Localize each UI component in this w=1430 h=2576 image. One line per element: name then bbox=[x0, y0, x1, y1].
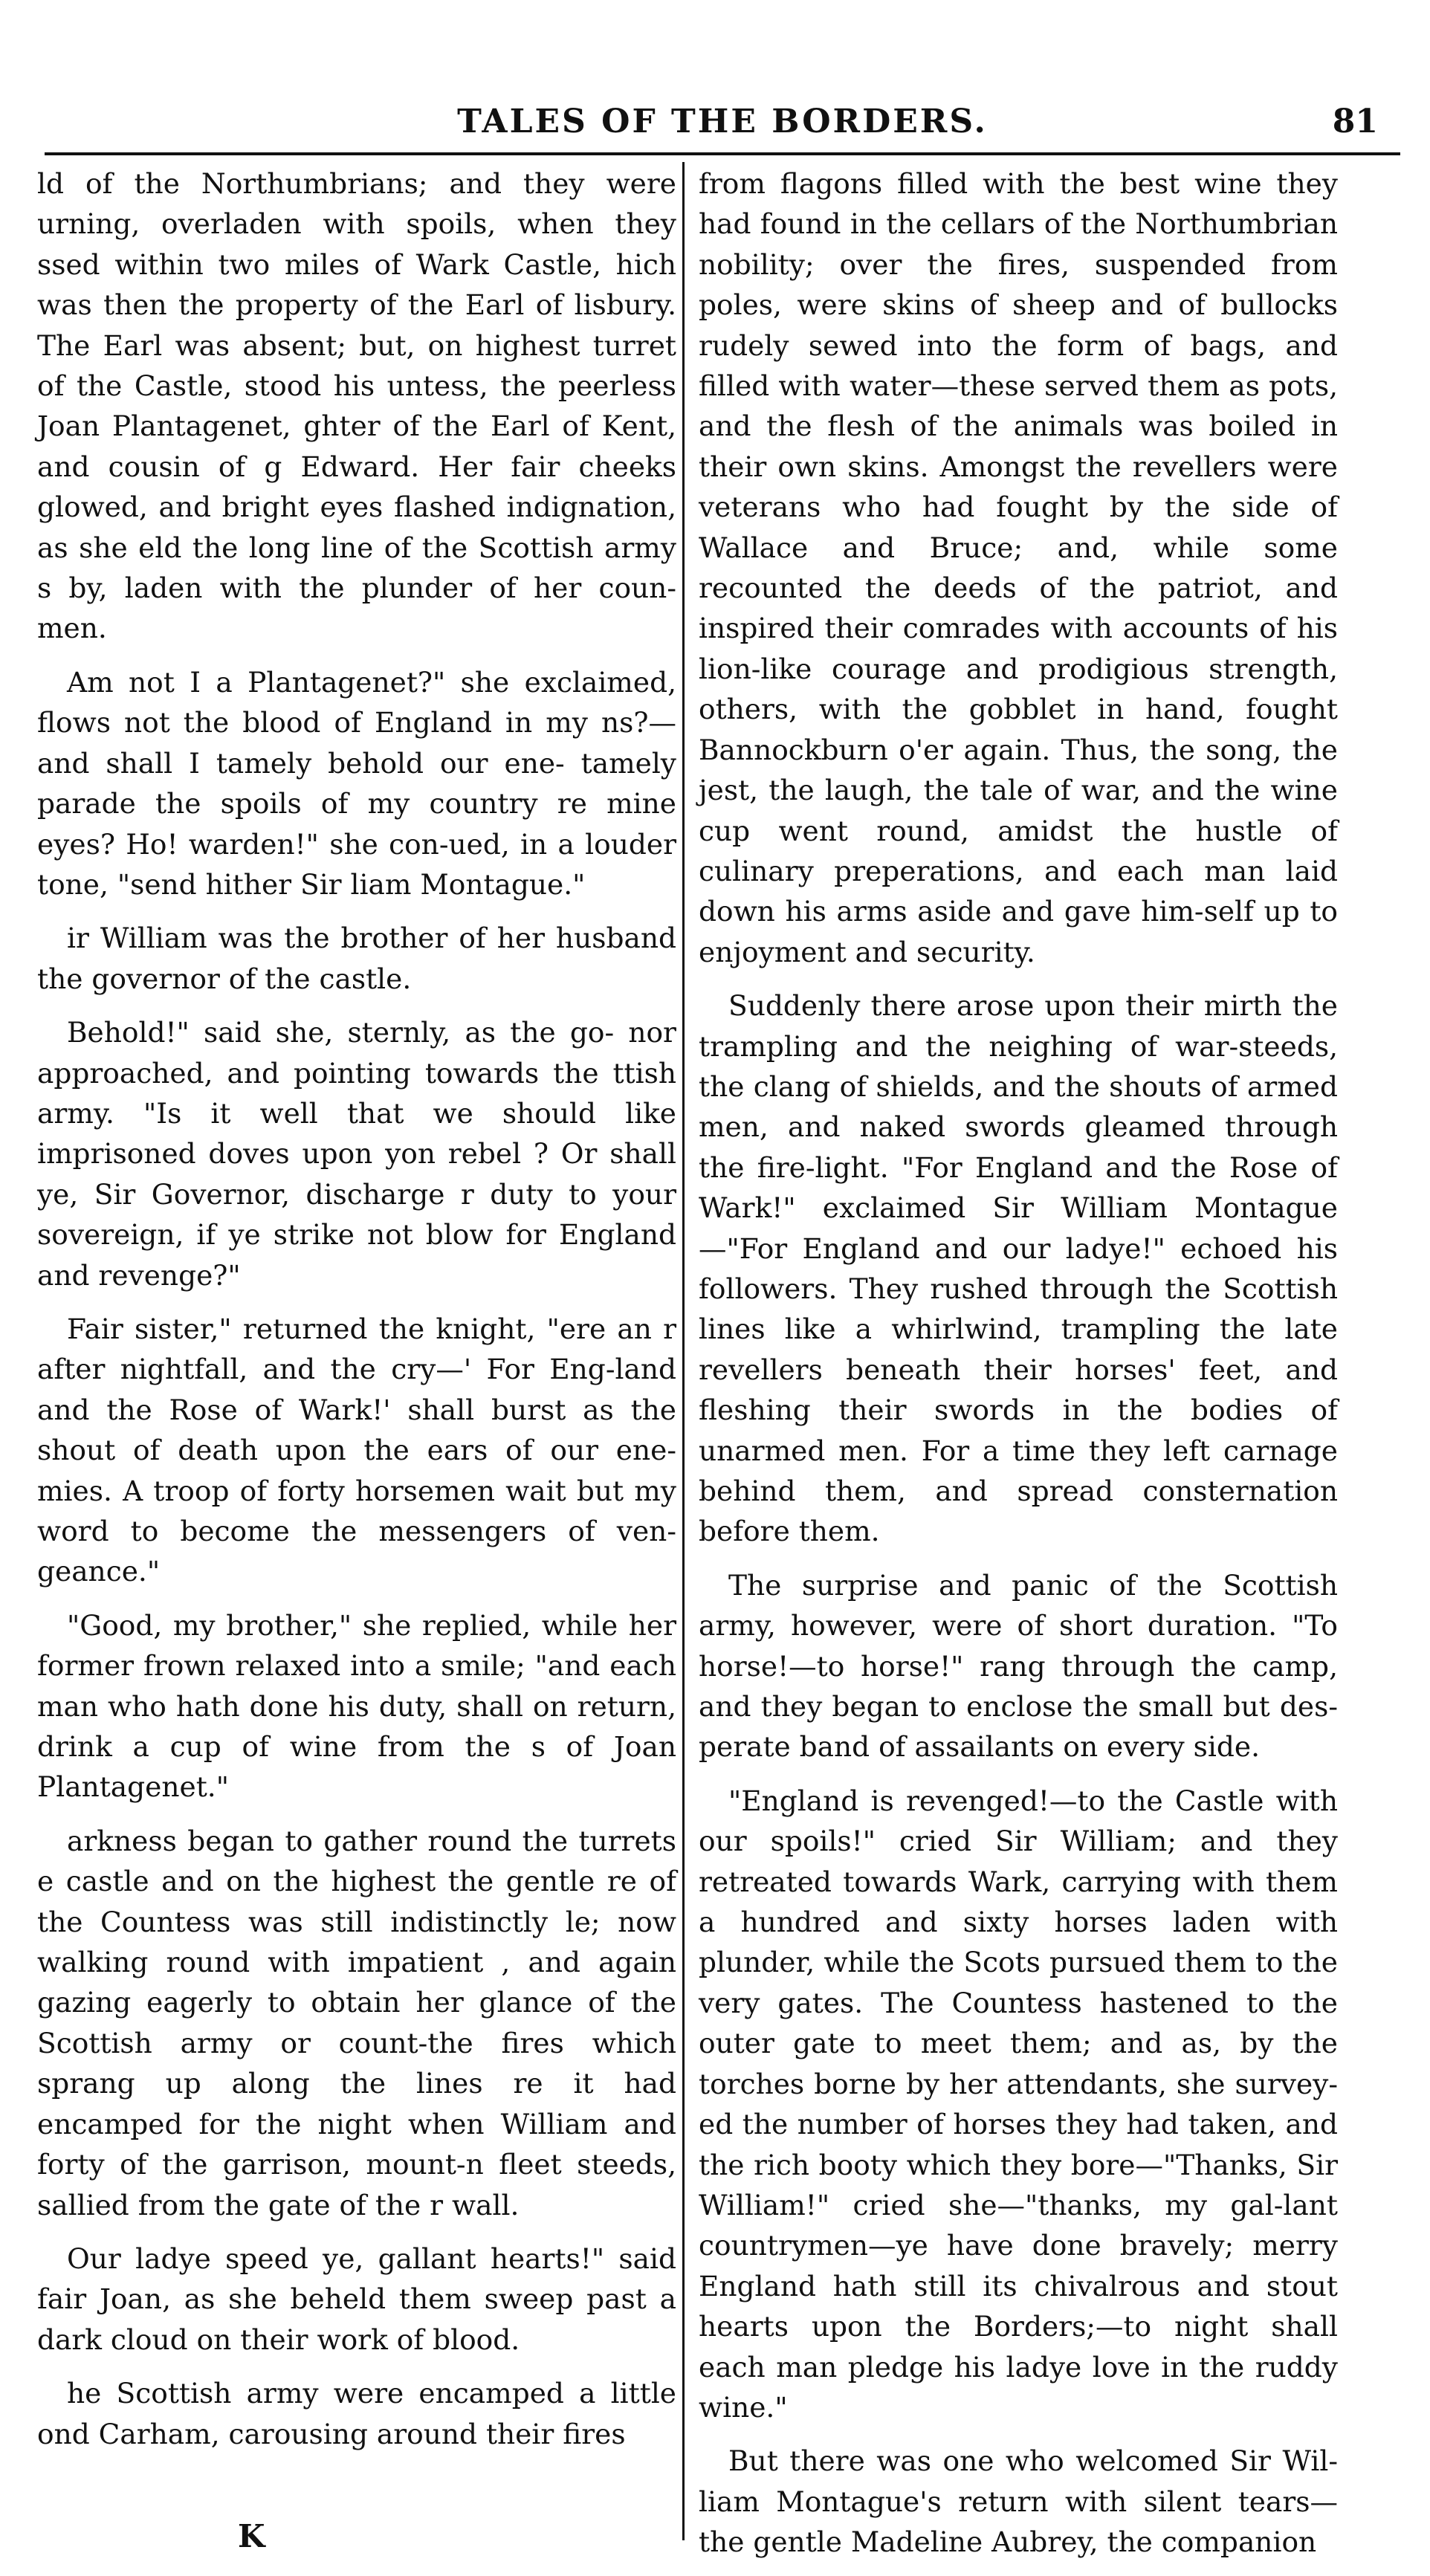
column-divider bbox=[682, 162, 685, 2540]
page-number: 81 bbox=[1332, 103, 1378, 140]
paragraph: Suddenly there arose upon their mirth the trampling and the neighing of war-steeds, the clang of shields, and the shouts of armed men, and naked swords gleamed through the fire-light. "For England and the Rose of Wark!" exclaimed Sir William Montague —"For England and our ladye!" echoed his followers. They rushed through the Scottish lines like a whirlwind, trampling the late revellers beneath their horses' feet, and fleshing their swords in the bodies of unarmed men. For a time they left carnage behind them, and spread consternation before them. bbox=[699, 989, 1338, 1548]
page-header bbox=[45, 103, 1400, 149]
paragraph: "England is revenged!—to the Castle with our spoils!" cried Sir William; and they retreated towards Wark, carrying with them a hundred and sixty horses laden with plunder, while the Scots pursued them to the very gates. The Countess hastened to the outer gate to meet them; and as, by the torches borne by her attendants, she survey-ed the number of horses they had taken, and the rich booty which they bore—"Thanks, Sir William!" cried she—"thanks, my gal-lant countrymen—ye have done bravely; merry England hath still its chivalrous and stout hearts upon the Borders;—to night shall each man pledge his ladye love in the ruddy wine." bbox=[699, 1784, 1338, 2424]
paragraph: Our ladye speed ye, gallant hearts!" said fair Joan, as she beheld them sweep past a dark cloud on their work of blood. bbox=[37, 2242, 676, 2356]
left-column bbox=[37, 164, 676, 2467]
paragraph: "Good, my brother," she replied, while her former frown relaxed into a smile; "and each man who hath done his duty, shall on return, drink a cup of wine from the s of Joan Plantagenet." bbox=[37, 1608, 676, 1804]
paragraph: he Scottish army were encamped a little ond Carham, carousing around their fires bbox=[37, 2377, 676, 2450]
paragraph: Am not I a Plantagenet?" she exclaimed, flows not the blood of England in my ns?—and shall I tamely behold our ene- tamely parade the spoils of my country re mine eyes? Ho! warden!" she con-ued, in a louder tone, "send hither Sir liam Montague." bbox=[37, 665, 676, 901]
signature-mark: K bbox=[238, 2518, 265, 2554]
paragraph: Behold!" said she, sternly, as the go- nor approached, and pointing towards the ttish army. "Is it well that we should like imprisoned doves upon yon rebel ? Or shall ye, Sir Governor, discharge r duty to your sovereign, if ye strike not blow for England and revenge?" bbox=[37, 1016, 676, 1292]
paragraph: The surprise and panic of the Scottish army, however, were of short duration. "To horse!—to horse!" rang through the camp, and they began to enclose the small but des-perate band of assailants on every side. bbox=[699, 1568, 1338, 1764]
running-title: TALES OF THE BORDERS. bbox=[457, 103, 988, 140]
header-rule bbox=[45, 152, 1400, 155]
paragraph: ir William was the brother of her husband the governor of the castle. bbox=[37, 922, 676, 995]
paragraph: But there was one who welcomed Sir Wil-liam Montague's return with silent tears— the gentle Madeline Aubrey, the companion bbox=[699, 2444, 1338, 2559]
right-column bbox=[699, 164, 1338, 2576]
paragraph: ld of the Northumbrians; and they were urning, overladen with spoils, when they ssed within two miles of Wark Castle, hich was then the property of the Earl of lisbury. The Earl was absent; but, on highest turret of the Castle, stood his untess, the peerless Joan Plantagenet, ghter of the Earl of Kent, and cousin of g Edward. Her fair cheeks glowed, and bright eyes flashed indignation, as she eld the long line of the Scottish army s by, laden with the plunder of her coun-men. bbox=[37, 167, 676, 645]
paragraph: arkness began to gather round the turrets e castle and on the highest the gentle re of the Countess was still indistinctly le; now walking round with impatient , and again gazing eagerly to obtain her glance of the Scottish army or count-the fires which sprang up along the lines re it had encamped for the night when William and forty of the garrison, mount-n fleet steeds, sallied from the gate of the r wall. bbox=[37, 1824, 676, 2221]
paragraph: Fair sister," returned the knight, "ere an r after nightfall, and the cry—' For Eng-land and the Rose of Wark!' shall burst as the shout of death upon the ears of our ene-mies. A troop of forty horsemen wait but my word to become the messengers of ven-geance." bbox=[37, 1312, 676, 1588]
paragraph: from flagons filled with the best wine they had found in the cellars of the Northumbrian nobility; over the fires, suspended from poles, were skins of sheep and of bullocks rudely sewed into the form of bags, and filled with water—these served them as pots, and the flesh of the animals was boiled in their own skins. Amongst the revellers were veterans who had fought by the side of Wallace and Bruce; and, while some recounted the deeds of the patriot, and inspired their comrades with accounts of his lion-like courage and prodigious strength, others, with the gobblet in hand, fought Bannockburn o'er again. Thus, the song, the jest, the laugh, the tale of war, and the wine cup went round, amidst the hustle of culinary preperations, and each man laid down his arms aside and gave him-self up to enjoyment and security. bbox=[699, 167, 1338, 968]
